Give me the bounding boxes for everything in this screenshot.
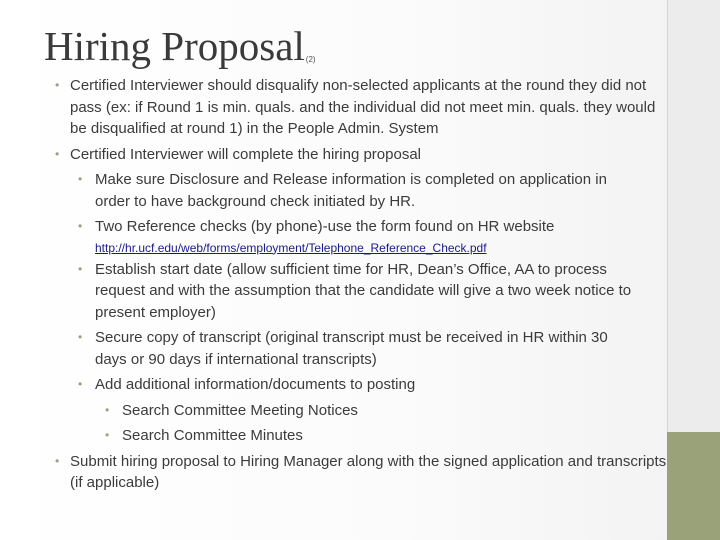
bullet-item <box>0 75 667 140</box>
bullet-icon: • <box>55 146 60 161</box>
bullet-text: Secure copy of transcript (original transcript must be received in HR within 30 days or 90 days if international transcripts) <box>95 329 608 368</box>
bullet-icon: • <box>78 261 83 276</box>
bullet-item <box>0 374 635 396</box>
bullet-text: Make sure Disclosure and Release information is completed on application in order to have background check initiated by HR. <box>95 171 607 210</box>
bullet-icon: • <box>105 428 110 442</box>
bullet-item <box>0 400 667 422</box>
bullet-item <box>0 259 635 324</box>
bullet-icon: • <box>105 402 110 417</box>
bullet-icon: • <box>78 330 83 344</box>
reference-form-link[interactable]: http://hr.ucf.edu/web/forms/employment/Telephone_Reference_Check.pdf <box>95 240 487 255</box>
bullet-text: Two Reference checks (by phone)-use the form found on HR website <box>95 218 555 235</box>
bullet-text: Certified Interviewer will complete the hiring proposal <box>70 145 421 163</box>
bullet-text: Search Committee Minutes <box>122 427 303 444</box>
bullet-icon: • <box>55 78 60 92</box>
slide-body <box>0 75 667 498</box>
bullet-text: Add additional information/documents to posting <box>95 376 416 393</box>
slide-title-text: Hiring Proposal <box>44 23 305 69</box>
side-accent-bar <box>667 432 720 540</box>
bullet-text: Establish start date (allow sufficient time for HR, Dean’s Office, AA to process request and with the assumption that the candidate will give a two week notice to present employer) <box>95 260 632 321</box>
bullet-text: Submit hiring proposal to Hiring Manager along with the signed application and transcripts (if applicable) <box>70 452 667 491</box>
bullet-item <box>0 327 635 370</box>
bullet-text: Certified Interviewer should disqualify non-selected applicants at the round they did not pass (ex: if Round 1 is min. quals. and the individual did not meet min. quals. they would be disqualified at round 1) in the People Admin. System <box>70 77 656 137</box>
bullet-item <box>0 425 667 447</box>
bullet-icon: • <box>78 377 83 391</box>
bullet-icon: • <box>78 172 83 186</box>
bullet-icon: • <box>78 219 83 233</box>
bullet-item <box>0 144 667 166</box>
bullet-item <box>0 216 635 238</box>
slide-title-mark: (2) <box>305 55 316 64</box>
bullet-item <box>0 169 635 212</box>
bullet-text: Search Committee Meeting Notices <box>122 401 358 419</box>
reference-form-link-line <box>0 241 667 255</box>
bullet-icon: • <box>55 453 60 468</box>
bullet-item <box>0 451 667 494</box>
